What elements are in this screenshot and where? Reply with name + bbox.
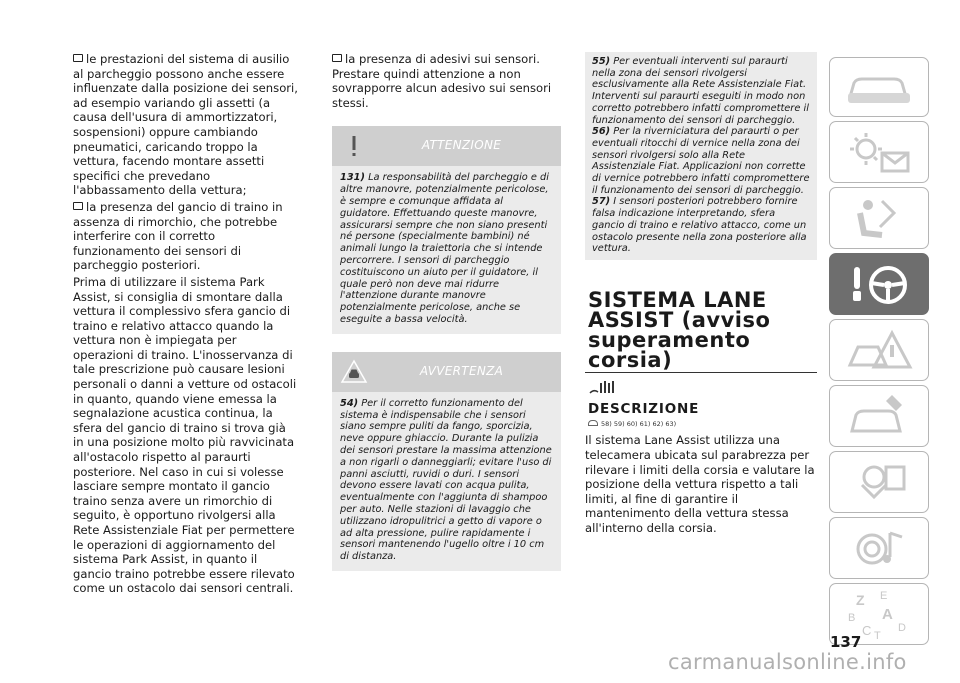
- warning-triangle-icon: [842, 325, 918, 377]
- index-letter: A: [882, 606, 893, 623]
- caution-title: AVVERTENZA: [419, 363, 504, 378]
- warning-box: [332, 126, 561, 333]
- maintenance-car-icon: [842, 391, 918, 443]
- warning-body: 131) La responsabilità del parcheggio e di altre manovre, potenzialmente pericolose, è sempre e comunque affidata al guidatore. Effettuando queste manovre, assicurarsi sempre che non siano presenti né persone (specialmente bambini) né animali lungo la traiettoria che si intende percorrere. I sensori di parcheggio costituiscono un aiuto per il guidatore, il quale però non deve mai ridurre l'attenzione durante manovre potenzialmente pericolose, anche se eseguite a bassa velocità.: [340, 172, 549, 325]
- index-letter: B: [848, 612, 856, 624]
- index-letter: T: [874, 630, 881, 642]
- bullet-paragraph: la presenza del gancio di traino in assenza di rimorchio, che potrebbe interferire con il corretto funzionamento dei sensori di parcheggio posteriori.: [73, 199, 283, 273]
- tab-warning-lights[interactable]: [829, 121, 929, 183]
- seat-airbag-icon: [842, 193, 918, 245]
- index-letter: C: [862, 623, 872, 638]
- bullet-icon: [73, 54, 83, 62]
- steering-wheel-key-icon: [842, 259, 918, 311]
- caution-body: 54) Per il corretto funzionamento del sistema è indispensabile che i sensori siano sempre puliti da fango, sporcizia, neve oppure ghiaccio. Durante la pulizia dei sensori prestare la massima attenzione a non rigarli o danneggiarli; evitare l'uso di panni asciutti, ruvidi o duri. I sensori devono essere lavati con acqua pulita, eventualmente con l'aggiunta di shampoo per auto. Nelle stazioni di lavaggio che utilizzano idropulitrici a getto di vapore o ad alta pressione, pulire rapidamente i sensori mantenendo l'ugello oltre i 10 cm di distanza.: [340, 397, 552, 563]
- lane-assist-icon: [588, 379, 628, 397]
- body-paragraph: Prima di utilizzare il sistema Park Assist, si consiglia di smontare dalla vettura il complessivo sfera gancio di traino e relativo attacco quando la vettura non è impiegata per operazioni di traino. L'inosservanza di tale prescrizione può causare lesioni personali o danni a vetture od ostacoli in quanto, quando viene emessa la segnalazione acustica continua, la sfera del gancio di traino si trova già in una posizione molto più ravvicinata all'ostacolo rispetto al paraurti posteriore. Nel caso in cui si volesse lasciare sempre montato il gancio traino senza avere un rimorchio di seguito, è opportuno rivolgersi alla Rete Assistenziale Fiat per permettere le operazioni di aggiornamento del sistema Park Assist, in quanto il gancio traino potrebbe essere rilevato come un ostacolo dai sensori centrali.: [73, 274, 297, 596]
- index-letter: D: [898, 622, 906, 634]
- index-letter: Z: [856, 592, 865, 608]
- tab-multimedia[interactable]: [829, 517, 929, 579]
- multimedia-icon: [842, 523, 918, 575]
- column-1: [73, 52, 299, 596]
- column-2: [332, 52, 561, 571]
- bullet-icon: [73, 202, 83, 210]
- tab-emergency[interactable]: [829, 319, 929, 381]
- tab-dashboard[interactable]: [829, 57, 929, 117]
- warning-title: ATTENZIONE: [421, 138, 502, 153]
- section-title: SISTEMA LANE ASSIST (avviso superamento corsia): [588, 287, 771, 372]
- index-letter: E: [880, 590, 888, 602]
- section-subtitle: DESCRIZIONE: [588, 401, 700, 418]
- watermark: carmanualsonline.info: [668, 650, 907, 674]
- warning-lights-icon: [842, 127, 918, 179]
- tab-maintenance[interactable]: [829, 385, 929, 447]
- note-references: 58) 59) 60) 61) 62) 63): [588, 420, 817, 428]
- technical-data-icon: [842, 457, 918, 509]
- caution-header: [332, 352, 561, 392]
- page-number: 137: [830, 633, 862, 651]
- note-item: 55) Per eventuali interventi sul paraurti nella zona dei sensori rivolgersi esclusivamente alla Rete Assistenziale Fiat. Interventi sul paraurti eseguiti in modo non corretto potrebbero infatti compromettere il funzionamento dei sensori di parcheggio.: [592, 56, 809, 126]
- title-underline: [585, 372, 817, 374]
- note-item: 56) Per la riverniciatura del paraurti o per eventuali ritocchi di vernice nella zona dei sensori rivolgersi solo alla Rete Assistenziale Fiat. Applicazioni non corrette di vernice potrebbero infatti compromettere il funzionamento dei sensori di parcheggio.: [592, 126, 810, 196]
- tab-safety[interactable]: [829, 187, 929, 249]
- caution-box: [332, 352, 561, 571]
- bullet-icon: [332, 54, 342, 62]
- bullet-paragraph: la presenza di adesivi sui sensori. Prestare quindi attenzione a non sovrapporre alcun adesivo sui sensori stessi.: [332, 52, 552, 110]
- tab-technical-data[interactable]: [829, 451, 929, 513]
- column-3: [585, 52, 817, 536]
- notes-box: [585, 52, 817, 260]
- car-dashboard-icon: [842, 63, 918, 111]
- section-body: Il sistema Lane Assist utilizza una telecamera ubicata sul parabrezza per rilevare i limiti della corsia e valutare la posizione della vettura rispetto a tali limiti, al fine di garantire il mantenimento della vettura stessa all'interno della corsia.: [585, 433, 815, 536]
- warning-header: [332, 126, 561, 166]
- tab-starting-driving[interactable]: [829, 253, 929, 315]
- chapter-sidebar: [829, 57, 929, 649]
- bullet-paragraph: le prestazioni del sistema di ausilio al parcheggio possono anche essere influenzate dalla posizione dei sensori, ad esempio variando gli assetti (a causa dell'usura di ammortizzatori, sospensioni) oppure cambiando pneumatici, caricando troppo la vettura, facendo montare assetti specifici che prevedano l'abbassamento della vettura;: [73, 52, 298, 198]
- reference-arrow-icon: [588, 420, 598, 426]
- note-item: 57) I sensori posteriori potrebbero fornire falsa indicazione interpretando, sfera gancio di traino e relativo attacco, come un ostacolo presente nella zona posteriore alla vettura.: [592, 196, 807, 255]
